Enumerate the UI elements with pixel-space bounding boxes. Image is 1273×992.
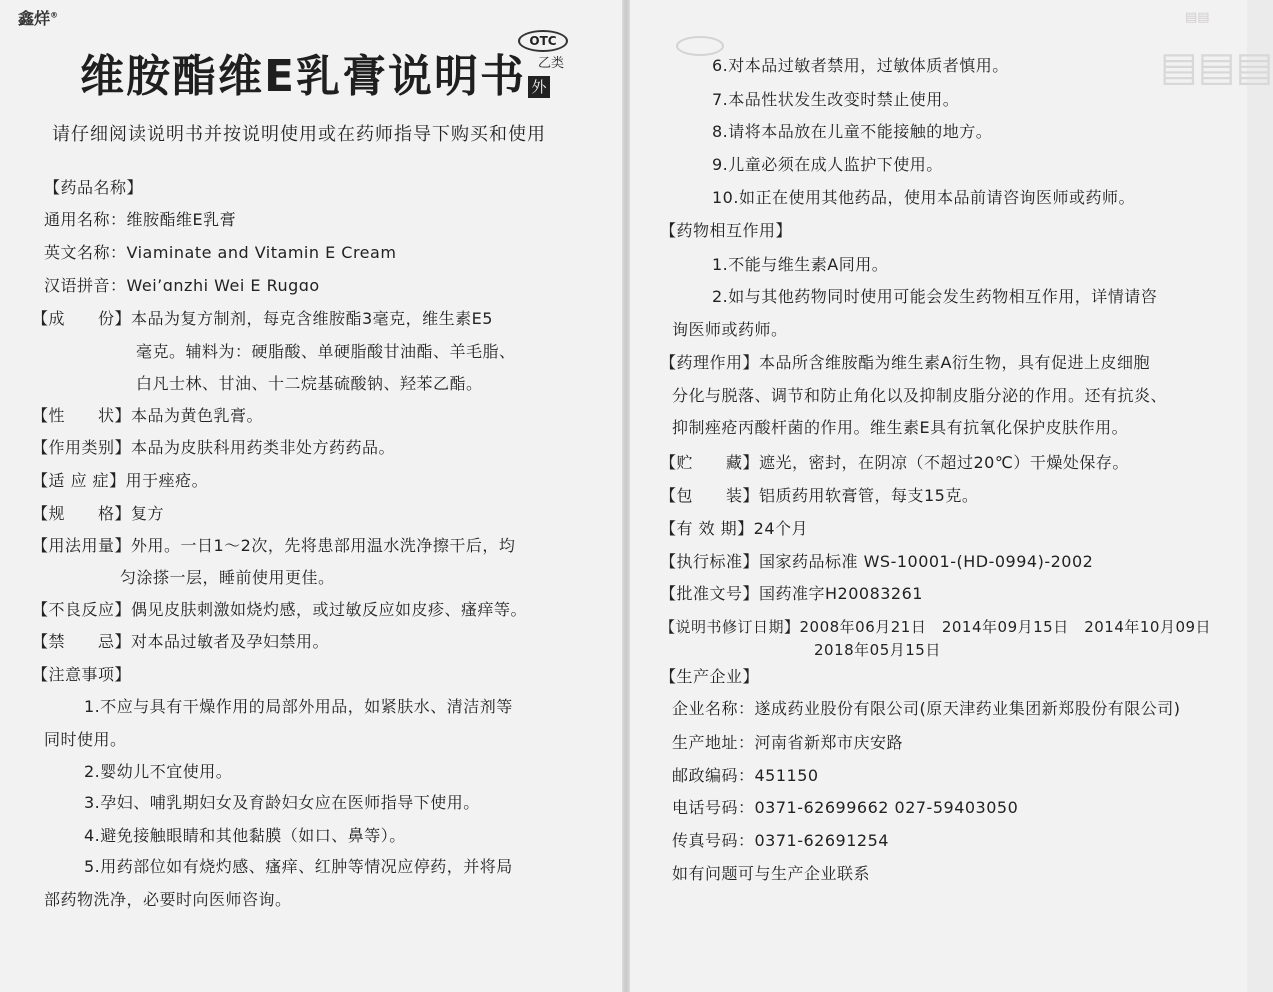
indications: 【适 应 症】用于痤疮。 xyxy=(32,471,209,490)
precaution-8: 8.请将本品放在儿童不能接触的地方。 xyxy=(712,122,993,141)
revision-dates-line-2: 2018年05月15日 xyxy=(814,641,941,659)
precaution-4: 4.避免接触眼睛和其他黏膜（如口、鼻等）。 xyxy=(84,826,406,845)
bleed-through-otc xyxy=(676,36,724,56)
pharmacology-line-2: 分化与脱落、调节和防止角化以及抑制皮脂分泌的作用。还有抗炎、 xyxy=(672,386,1168,405)
production-address: 生产地址：河南省新郑市庆安路 xyxy=(672,733,904,752)
precaution-6: 6.对本品过敏者禁用，过敏体质者慎用。 xyxy=(712,56,1009,75)
brand-name: 鑫烊 xyxy=(18,9,51,28)
phone-number: 电话号码：0371-62699662 027-59403050 xyxy=(672,798,1019,817)
contraindications: 【禁 忌】对本品过敏者及孕妇禁用。 xyxy=(32,632,330,651)
pinyin-name: 汉语拼音：Wei’ɑnzhi Wei E Rugɑo xyxy=(44,276,320,295)
postal-code: 邮政编码：451150 xyxy=(672,766,819,785)
english-name: 英文名称：Viaminate and Vitamin E Cream xyxy=(44,243,397,262)
specification: 【规 格】复方 xyxy=(32,504,165,523)
precaution-5-line-1: 5.用药部位如有烧灼感、瘙痒、红肿等情况应停药，并将局 xyxy=(84,857,513,876)
contact-note: 如有问题可与生产企业联系 xyxy=(672,864,871,883)
section-heading-manufacturer: 【生产企业】 xyxy=(660,667,760,686)
precaution-7: 7.本品性状发生改变时禁止使用。 xyxy=(712,90,960,109)
ingredients-line-3: 白凡士林、甘油、十二烷基硫酸钠、羟苯乙酯。 xyxy=(136,374,483,393)
category: 【作用类别】本品为皮肤科用药类非处方药药品。 xyxy=(32,438,396,457)
approval-number: 【批准文号】国药准字H20083261 xyxy=(660,584,923,603)
external-use-badge: 外 xyxy=(528,76,550,98)
dosage-line-2: 匀涂搽一层，睡前使用更佳。 xyxy=(120,568,335,587)
interaction-1: 1.不能与维生素A同用。 xyxy=(712,255,889,274)
pharmacology-line-1: 【药理作用】本品所含维胺酯为维生素A衍生物，具有促进上皮细胞 xyxy=(660,353,1150,372)
otc-class-label: 乙类 xyxy=(538,56,565,71)
section-heading-interactions: 【药物相互作用】 xyxy=(660,221,793,240)
leaflet-title: 维胺酯维E乳膏说明书 xyxy=(80,51,527,102)
registered-mark: ® xyxy=(50,10,59,20)
shelf-life: 【有 效 期】24个月 xyxy=(660,519,809,538)
precaution-10: 10.如正在使用其他药品，使用本品前请咨询医师或药师。 xyxy=(712,188,1135,207)
section-heading-drug-name: 【药品名称】 xyxy=(44,178,144,197)
adverse-reactions: 【不良反应】偶见皮肤刺激如烧灼感，或过敏反应如皮疹、瘙痒等。 xyxy=(32,600,528,619)
precaution-5-line-2: 部药物洗净，必要时向医师咨询。 xyxy=(44,890,292,909)
usage-notice: 请仔细阅读说明书并按说明使用或在药师指导下购买和使用 xyxy=(52,124,546,145)
generic-name: 通用名称：维胺酯维E乳膏 xyxy=(44,210,237,229)
interaction-2-line-1: 2.如与其他药物同时使用可能会发生药物相互作用，详情请咨 xyxy=(712,287,1158,306)
bleed-through-brand: ▤▤ xyxy=(1185,10,1210,25)
precaution-9: 9.儿童必须在成人监护下使用。 xyxy=(712,155,943,174)
interaction-2-line-2: 询医师或药师。 xyxy=(672,320,788,339)
packaging: 【包 装】铝质药用软膏管，每支15克。 xyxy=(660,486,979,505)
bleed-through-title: ▤▤▤ xyxy=(1160,44,1273,90)
standard: 【执行标准】国家药品标准 WS-10001-(HD-0994)-2002 xyxy=(660,552,1094,571)
precaution-1-line-1: 1.不应与具有干燥作用的局部外用品，如紧肤水、清洁剂等 xyxy=(84,697,513,716)
storage: 【贮 藏】遮光，密封，在阴凉（不超过20℃）干燥处保存。 xyxy=(660,453,1129,472)
fax-number: 传真号码：0371-62691254 xyxy=(672,831,889,850)
precaution-1-line-2: 同时使用。 xyxy=(44,730,127,749)
revision-dates-line-1: 【说明书修订日期】2008年06月21日 2014年09月15日 2014年10月09日 xyxy=(660,618,1212,636)
page-fold xyxy=(622,0,630,992)
otc-badge: OTC xyxy=(518,30,568,52)
company-name: 企业名称：遂成药业股份有限公司(原天津药业集团新郑股份有限公司) xyxy=(672,699,1181,718)
section-heading-precautions: 【注意事项】 xyxy=(32,665,132,684)
ingredients-line-1: 【成 份】本品为复方制剂，每克含维胺酯3毫克，维生素E5 xyxy=(32,309,493,328)
appearance: 【性 状】本品为黄色乳膏。 xyxy=(32,406,264,425)
dosage-line-1: 【用法用量】外用。一日1～2次，先将患部用温水洗净擦干后，均 xyxy=(32,536,516,555)
pharmacology-line-3: 抑制痤疮丙酸杆菌的作用。维生素E具有抗氧化保护皮肤作用。 xyxy=(672,418,1129,437)
precaution-3: 3.孕妇、哺乳期妇女及育龄妇女应在医师指导下使用。 xyxy=(84,793,480,812)
precaution-2: 2.婴幼儿不宜使用。 xyxy=(84,762,233,781)
brand-logo xyxy=(18,6,58,29)
ingredients-line-2: 毫克。辅料为：硬脂酸、单硬脂酸甘油酯、羊毛脂、 xyxy=(136,342,516,361)
